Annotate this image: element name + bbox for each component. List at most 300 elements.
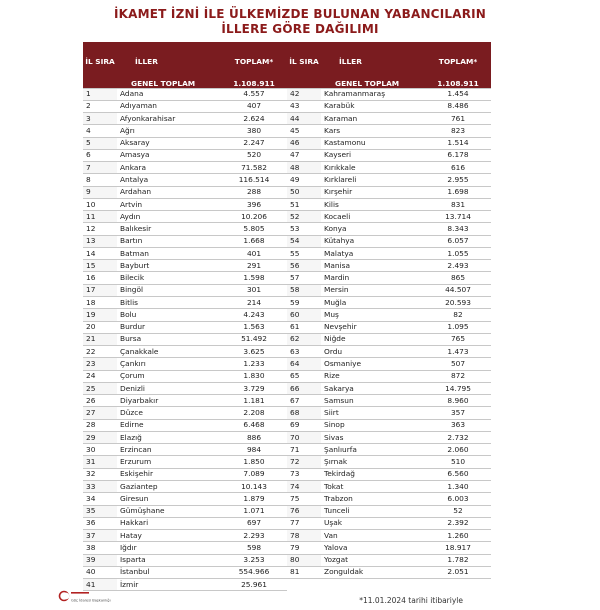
row-toplam: 2.624 — [221, 113, 287, 125]
table-row — [287, 125, 491, 137]
row-sira: 35 — [83, 505, 117, 517]
row-toplam: 831 — [425, 198, 491, 210]
table-row — [287, 370, 491, 382]
row-toplam: 520 — [221, 149, 287, 161]
table-row — [287, 358, 491, 370]
row-toplam: 1.340 — [425, 481, 491, 493]
table-row — [83, 468, 287, 480]
table-row — [287, 419, 491, 431]
row-toplam: 1.782 — [425, 554, 491, 566]
row-il: Elazığ — [117, 431, 221, 443]
row-sira: 1 — [83, 88, 117, 100]
row-il: Muğla — [321, 297, 425, 309]
row-sira: 19 — [83, 309, 117, 321]
row-sira: 67 — [287, 395, 321, 407]
table-row — [287, 456, 491, 468]
row-toplam: 616 — [425, 162, 491, 174]
table-row — [83, 284, 287, 296]
row-sira: 22 — [83, 346, 117, 358]
table-row — [83, 554, 287, 566]
row-sira: 37 — [83, 530, 117, 542]
row-il: Sivas — [321, 431, 425, 443]
row-il: Samsun — [321, 395, 425, 407]
row-toplam: 1.473 — [425, 346, 491, 358]
row-il: Adıyaman — [117, 100, 221, 112]
row-il: Kars — [321, 125, 425, 137]
table-row — [287, 198, 491, 210]
row-il: Manisa — [321, 260, 425, 272]
table-row — [287, 297, 491, 309]
table-row — [83, 530, 287, 542]
row-toplam: 10.206 — [221, 211, 287, 223]
row-toplam: 291 — [221, 260, 287, 272]
row-toplam: 598 — [221, 542, 287, 554]
table-row — [287, 309, 491, 321]
row-sira: 77 — [287, 517, 321, 529]
row-il: Trabzon — [321, 493, 425, 505]
row-sira: 16 — [83, 272, 117, 284]
row-il: Kırşehir — [321, 186, 425, 198]
logo-text: Göç İdaresi Başkanlığı — [71, 598, 111, 603]
row-sira: 25 — [83, 382, 117, 394]
row-sira: 39 — [83, 554, 117, 566]
table-row — [287, 284, 491, 296]
row-il: Artvin — [117, 198, 221, 210]
row-il: Aksaray — [117, 137, 221, 149]
header-toplam: TOPLAM* — [425, 42, 491, 80]
row-il: Erzurum — [117, 456, 221, 468]
row-sira: 29 — [83, 431, 117, 443]
row-toplam: 1.454 — [425, 88, 491, 100]
row-toplam: 507 — [425, 358, 491, 370]
row-sira: 71 — [287, 444, 321, 456]
table-row — [83, 223, 287, 235]
table-row — [83, 186, 287, 198]
table-row — [287, 260, 491, 272]
table-row — [83, 382, 287, 394]
row-sira: 45 — [287, 125, 321, 137]
row-sira: 44 — [287, 113, 321, 125]
row-il: Tokat — [321, 481, 425, 493]
row-il: Eskişehir — [117, 468, 221, 480]
row-toplam: 2.493 — [425, 260, 491, 272]
row-toplam: 1.850 — [221, 456, 287, 468]
row-toplam: 3.625 — [221, 346, 287, 358]
table-row — [83, 100, 287, 112]
table-row — [83, 137, 287, 149]
table-row — [83, 88, 287, 100]
table-row — [287, 235, 491, 247]
row-il: Uşak — [321, 517, 425, 529]
row-sira: 46 — [287, 137, 321, 149]
table-row — [287, 186, 491, 198]
table-row — [83, 321, 287, 333]
row-toplam: 886 — [221, 431, 287, 443]
row-toplam: 401 — [221, 247, 287, 259]
row-toplam: 3.729 — [221, 382, 287, 394]
table-row — [83, 517, 287, 529]
row-il: İstanbul — [117, 566, 221, 578]
row-il: Şanlıurfa — [321, 444, 425, 456]
row-il: Kırıkkale — [321, 162, 425, 174]
row-toplam: 2.392 — [425, 517, 491, 529]
row-toplam: 407 — [221, 100, 287, 112]
header-toplam: TOPLAM* — [221, 42, 287, 80]
row-sira: 76 — [287, 505, 321, 517]
table-row — [287, 321, 491, 333]
table-row — [83, 125, 287, 137]
row-il: Şırnak — [321, 456, 425, 468]
row-sira: 78 — [287, 530, 321, 542]
row-sira: 40 — [83, 566, 117, 578]
table-row — [83, 444, 287, 456]
row-il: Sakarya — [321, 382, 425, 394]
row-il: Adana — [117, 88, 221, 100]
row-il: Kocaeli — [321, 211, 425, 223]
row-toplam: 6.003 — [425, 493, 491, 505]
row-toplam: 396 — [221, 198, 287, 210]
table-row — [287, 530, 491, 542]
genel-toplam-row — [83, 80, 287, 88]
row-sira: 66 — [287, 382, 321, 394]
row-sira: 61 — [287, 321, 321, 333]
row-il: Nevşehir — [321, 321, 425, 333]
row-sira: 55 — [287, 247, 321, 259]
row-il: Isparta — [117, 554, 221, 566]
row-toplam: 18.917 — [425, 542, 491, 554]
table-row — [287, 162, 491, 174]
row-sira: 47 — [287, 149, 321, 161]
row-sira: 65 — [287, 370, 321, 382]
row-sira: 11 — [83, 211, 117, 223]
table-row — [83, 260, 287, 272]
footnote: *11.01.2024 tarihi itibariyle — [359, 596, 463, 605]
row-sira: 30 — [83, 444, 117, 456]
row-il: Çorum — [117, 370, 221, 382]
table-row — [83, 431, 287, 443]
row-il: Van — [321, 530, 425, 542]
row-sira: 43 — [287, 100, 321, 112]
row-sira: 23 — [83, 358, 117, 370]
row-sira: 7 — [83, 162, 117, 174]
row-toplam: 1.698 — [425, 186, 491, 198]
row-il: Bartın — [117, 235, 221, 247]
row-il: Bitlis — [117, 297, 221, 309]
row-sira: 41 — [83, 579, 117, 591]
table-row — [83, 358, 287, 370]
row-sira: 50 — [287, 186, 321, 198]
table-row — [83, 456, 287, 468]
row-il: Düzce — [117, 407, 221, 419]
row-toplam: 7.089 — [221, 468, 287, 480]
table-row — [287, 481, 491, 493]
table-row — [83, 493, 287, 505]
row-il: Balıkesir — [117, 223, 221, 235]
row-sira: 54 — [287, 235, 321, 247]
table-row — [83, 113, 287, 125]
row-toplam: 510 — [425, 456, 491, 468]
row-toplam: 10.143 — [221, 481, 287, 493]
table-row — [83, 419, 287, 431]
row-il: Yozgat — [321, 554, 425, 566]
row-sira: 12 — [83, 223, 117, 235]
row-sira: 34 — [83, 493, 117, 505]
header-sira: İL SIRA — [287, 42, 321, 80]
row-il: Diyarbakır — [117, 395, 221, 407]
row-sira: 27 — [83, 407, 117, 419]
table-row — [83, 174, 287, 186]
row-sira: 42 — [287, 88, 321, 100]
row-sira: 62 — [287, 333, 321, 345]
row-sira: 9 — [83, 186, 117, 198]
row-toplam: 13.714 — [425, 211, 491, 223]
title-line-1: İKAMET İZNİ İLE ÜLKEMİZDE BULUNAN YABANCILARIN — [113, 7, 487, 21]
row-il: Ordu — [321, 346, 425, 358]
row-sira: 32 — [83, 468, 117, 480]
row-toplam: 301 — [221, 284, 287, 296]
row-il: Sinop — [321, 419, 425, 431]
row-sira: 17 — [83, 284, 117, 296]
table-row — [83, 272, 287, 284]
row-il: Edirne — [117, 419, 221, 431]
row-sira: 4 — [83, 125, 117, 137]
table-row — [83, 542, 287, 554]
row-il: Malatya — [321, 247, 425, 259]
table-row — [83, 505, 287, 517]
table-row — [287, 566, 491, 578]
row-sira: 15 — [83, 260, 117, 272]
right-table — [287, 42, 491, 579]
row-toplam: 288 — [221, 186, 287, 198]
row-sira: 53 — [287, 223, 321, 235]
row-il: Karabük — [321, 100, 425, 112]
row-il: Gümüşhane — [117, 505, 221, 517]
table-row — [287, 431, 491, 443]
row-il: Batman — [117, 247, 221, 259]
row-sira: 6 — [83, 149, 117, 161]
table-row — [287, 149, 491, 161]
row-il: Çankırı — [117, 358, 221, 370]
row-toplam: 20.593 — [425, 297, 491, 309]
genel-toplam-value: 1.108.911 — [425, 80, 491, 88]
table-row — [83, 346, 287, 358]
row-toplam: 6.178 — [425, 149, 491, 161]
row-il: Giresun — [117, 493, 221, 505]
row-toplam: 2.247 — [221, 137, 287, 149]
row-toplam: 25.961 — [221, 579, 287, 591]
row-toplam: 1.260 — [425, 530, 491, 542]
table-row — [83, 407, 287, 419]
table-row — [287, 517, 491, 529]
row-toplam: 984 — [221, 444, 287, 456]
row-toplam: 52 — [425, 505, 491, 517]
row-il: Kırklareli — [321, 174, 425, 186]
row-toplam: 6.468 — [221, 419, 287, 431]
row-il: Ankara — [117, 162, 221, 174]
row-sira: 14 — [83, 247, 117, 259]
row-sira: 81 — [287, 566, 321, 578]
row-toplam: 1.668 — [221, 235, 287, 247]
row-sira: 59 — [287, 297, 321, 309]
table-row — [83, 149, 287, 161]
row-sira: 69 — [287, 419, 321, 431]
row-sira: 70 — [287, 431, 321, 443]
row-toplam: 1.181 — [221, 395, 287, 407]
row-sira: 48 — [287, 162, 321, 174]
row-il: Kütahya — [321, 235, 425, 247]
table-row — [83, 566, 287, 578]
row-toplam: 44.507 — [425, 284, 491, 296]
table-row — [83, 395, 287, 407]
row-toplam: 1.514 — [425, 137, 491, 149]
row-il: İzmir — [117, 579, 221, 591]
row-sira: 10 — [83, 198, 117, 210]
row-sira: 5 — [83, 137, 117, 149]
row-toplam: 116.514 — [221, 174, 287, 186]
row-toplam: 2.208 — [221, 407, 287, 419]
row-il: Kayseri — [321, 149, 425, 161]
row-toplam: 765 — [425, 333, 491, 345]
row-toplam: 363 — [425, 419, 491, 431]
row-toplam: 1.233 — [221, 358, 287, 370]
table-row — [287, 88, 491, 100]
table-row — [83, 162, 287, 174]
row-toplam: 6.057 — [425, 235, 491, 247]
row-il: Kastamonu — [321, 137, 425, 149]
row-il: Kahramanmaraş — [321, 88, 425, 100]
row-il: Ağrı — [117, 125, 221, 137]
table-row — [287, 211, 491, 223]
row-sira: 13 — [83, 235, 117, 247]
row-sira: 49 — [287, 174, 321, 186]
table-row — [287, 382, 491, 394]
row-toplam: 761 — [425, 113, 491, 125]
row-il: Bilecik — [117, 272, 221, 284]
row-toplam: 1.071 — [221, 505, 287, 517]
row-toplam: 1.563 — [221, 321, 287, 333]
row-sira: 21 — [83, 333, 117, 345]
row-toplam: 1.095 — [425, 321, 491, 333]
row-toplam: 82 — [425, 309, 491, 321]
table-row — [287, 505, 491, 517]
row-toplam: 51.492 — [221, 333, 287, 345]
row-toplam: 872 — [425, 370, 491, 382]
row-il: Iğdır — [117, 542, 221, 554]
row-sira: 31 — [83, 456, 117, 468]
table-row — [83, 198, 287, 210]
row-il: Niğde — [321, 333, 425, 345]
row-toplam: 14.795 — [425, 382, 491, 394]
row-il: Bingöl — [117, 284, 221, 296]
table-row — [287, 395, 491, 407]
row-il: Bolu — [117, 309, 221, 321]
row-sira: 36 — [83, 517, 117, 529]
table-row — [287, 223, 491, 235]
row-toplam: 2.293 — [221, 530, 287, 542]
row-il: Bursa — [117, 333, 221, 345]
row-toplam: 1.830 — [221, 370, 287, 382]
row-il: Mardin — [321, 272, 425, 284]
row-il: Antalya — [117, 174, 221, 186]
row-toplam: 554.966 — [221, 566, 287, 578]
table-row — [83, 211, 287, 223]
row-sira: 75 — [287, 493, 321, 505]
row-il: Aydın — [117, 211, 221, 223]
table-row — [83, 333, 287, 345]
row-il: Yalova — [321, 542, 425, 554]
row-il: Bayburt — [117, 260, 221, 272]
row-il: Amasya — [117, 149, 221, 161]
row-sira: 28 — [83, 419, 117, 431]
row-sira: 57 — [287, 272, 321, 284]
row-sira: 51 — [287, 198, 321, 210]
row-il: Karaman — [321, 113, 425, 125]
row-sira: 80 — [287, 554, 321, 566]
row-il: Siirt — [321, 407, 425, 419]
table-row — [287, 346, 491, 358]
row-il: Kilis — [321, 198, 425, 210]
row-sira: 8 — [83, 174, 117, 186]
row-il: Burdur — [117, 321, 221, 333]
row-sira: 2 — [83, 100, 117, 112]
table-row — [83, 370, 287, 382]
table-row — [287, 247, 491, 259]
row-sira: 68 — [287, 407, 321, 419]
row-sira: 20 — [83, 321, 117, 333]
table-row — [83, 297, 287, 309]
header-sira: İL SIRA — [83, 42, 117, 80]
row-sira: 63 — [287, 346, 321, 358]
row-toplam: 6.560 — [425, 468, 491, 480]
row-toplam: 2.060 — [425, 444, 491, 456]
row-il: Tunceli — [321, 505, 425, 517]
table-row — [287, 468, 491, 480]
row-sira: 58 — [287, 284, 321, 296]
row-toplam: 3.253 — [221, 554, 287, 566]
table-row — [287, 174, 491, 186]
row-toplam: 2.732 — [425, 431, 491, 443]
row-il: Muş — [321, 309, 425, 321]
row-il: Erzincan — [117, 444, 221, 456]
row-il: Konya — [321, 223, 425, 235]
table-row — [287, 542, 491, 554]
row-toplam: 71.582 — [221, 162, 287, 174]
row-sira: 64 — [287, 358, 321, 370]
table-row — [287, 100, 491, 112]
row-toplam: 823 — [425, 125, 491, 137]
row-il: Gaziantep — [117, 481, 221, 493]
genel-toplam-label: GENEL TOPLAM — [117, 80, 221, 88]
row-sira: 56 — [287, 260, 321, 272]
row-toplam: 1.598 — [221, 272, 287, 284]
row-toplam: 2.051 — [425, 566, 491, 578]
row-toplam: 1.879 — [221, 493, 287, 505]
table-row — [83, 481, 287, 493]
table-row — [83, 247, 287, 259]
table-row — [287, 493, 491, 505]
row-toplam: 865 — [425, 272, 491, 284]
row-toplam: 5.805 — [221, 223, 287, 235]
table-row — [83, 235, 287, 247]
genel-toplam-row — [287, 80, 491, 88]
row-il: Mersin — [321, 284, 425, 296]
table-row — [83, 309, 287, 321]
row-il: Ardahan — [117, 186, 221, 198]
row-sira: 52 — [287, 211, 321, 223]
row-il: Çanakkale — [117, 346, 221, 358]
row-il: Denizli — [117, 382, 221, 394]
row-toplam: 380 — [221, 125, 287, 137]
